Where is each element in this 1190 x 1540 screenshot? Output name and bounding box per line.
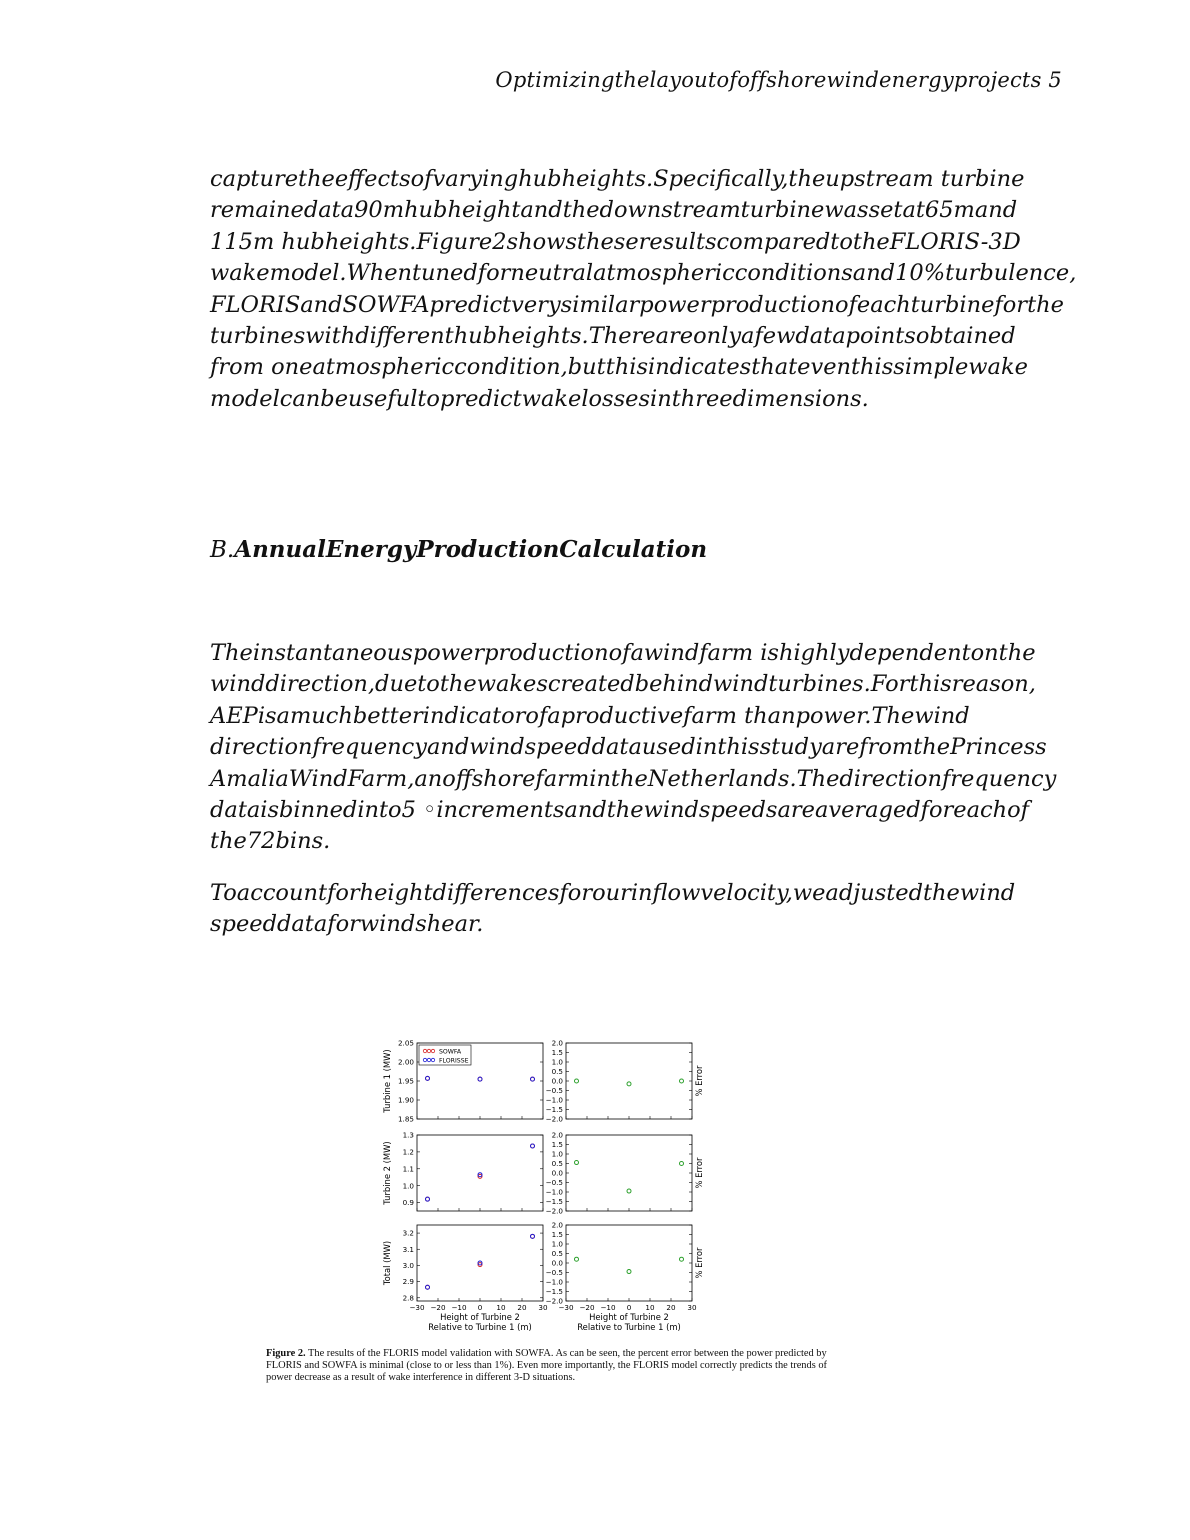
- y-tick-label: 2.00: [397, 1057, 414, 1067]
- x-axis-label: Relative to Turbine 1 (m): [428, 1322, 532, 1332]
- y-tick-label: 3.2: [402, 1228, 414, 1238]
- data-point: [627, 1270, 631, 1274]
- y-tick-label: −0.5: [545, 1086, 563, 1096]
- y-tick-label: −1.5: [545, 1287, 563, 1297]
- x-tick-label: 30: [538, 1303, 548, 1312]
- y-tick-label: 1.5: [551, 1140, 563, 1150]
- figure-plots: [370, 1032, 720, 1342]
- x-tick-label: 0: [626, 1303, 632, 1312]
- y-axis-label: % Error: [694, 1247, 704, 1279]
- x-tick-label: 0: [477, 1303, 483, 1312]
- y-tick-label: 3.1: [402, 1244, 414, 1254]
- data-point: [575, 1079, 579, 1083]
- y-tick-label: 2.9: [402, 1277, 414, 1287]
- x-tick-label: −30: [409, 1303, 425, 1312]
- y-tick-label: 2.8: [402, 1293, 414, 1303]
- y-tick-label: 1.2: [402, 1147, 414, 1157]
- y-tick-label: 0.5: [551, 1159, 563, 1169]
- x-tick-label: −10: [451, 1303, 467, 1312]
- y-tick-label: 0.0: [551, 1076, 563, 1086]
- figure-caption: [266, 1348, 834, 1384]
- section-title: AnnualEnergyProductionCalculation: [234, 536, 708, 563]
- y-tick-label: 0.5: [551, 1067, 563, 1077]
- y-tick-label: 2.0: [551, 1220, 563, 1230]
- running-head: Optimizingthelayoutofoffshorewindenergyprojects 5: [495, 68, 1062, 92]
- x-axis-label: Relative to Turbine 1 (m): [577, 1322, 681, 1332]
- section-heading: [210, 536, 707, 563]
- y-axis-label: Turbine 1 (MW): [382, 1049, 392, 1113]
- y-axis-label: Turbine 2 (MW): [382, 1141, 392, 1205]
- plot-frame: [566, 1135, 692, 1211]
- x-tick-label: 20: [517, 1303, 527, 1312]
- y-tick-label: −1.0: [545, 1277, 563, 1287]
- plot-frame: [566, 1043, 692, 1119]
- data-point: [680, 1257, 684, 1261]
- y-tick-label: −2.0: [545, 1206, 563, 1216]
- x-axis-label: Height of Turbine 2: [440, 1312, 520, 1322]
- y-tick-label: 1.0: [551, 1149, 563, 1159]
- y-tick-label: −0.5: [545, 1268, 563, 1278]
- y-tick-label: 1.3: [402, 1130, 414, 1140]
- x-tick-label: 20: [666, 1303, 676, 1312]
- x-tick-label: 10: [496, 1303, 506, 1312]
- data-point: [680, 1079, 684, 1083]
- x-tick-label: 30: [687, 1303, 697, 1312]
- data-point: [426, 1197, 430, 1201]
- y-tick-label: 1.95: [397, 1076, 414, 1086]
- y-tick-label: −1.5: [545, 1197, 563, 1207]
- y-tick-label: 2.0: [551, 1130, 563, 1140]
- plot-frame: [566, 1225, 692, 1301]
- y-tick-label: 1.5: [551, 1230, 563, 1240]
- y-tick-label: −1.0: [545, 1187, 563, 1197]
- data-point: [531, 1144, 535, 1148]
- y-tick-label: 1.1: [402, 1164, 414, 1174]
- x-tick-label: −10: [600, 1303, 616, 1312]
- data-point: [680, 1162, 684, 1166]
- data-point: [627, 1082, 631, 1086]
- y-tick-label: −1.0: [545, 1095, 563, 1105]
- data-point: [575, 1257, 579, 1261]
- data-point: [531, 1077, 535, 1081]
- y-tick-label: −0.5: [545, 1178, 563, 1188]
- y-tick-label: 0.0: [551, 1258, 563, 1268]
- legend-label: FLORISSE: [439, 1057, 469, 1065]
- y-tick-label: −2.0: [545, 1114, 563, 1124]
- x-tick-label: −20: [430, 1303, 446, 1312]
- y-axis-label: % Error: [694, 1157, 704, 1189]
- y-tick-label: 0.5: [551, 1249, 563, 1259]
- data-point: [627, 1189, 631, 1193]
- y-tick-label: 1.0: [551, 1239, 563, 1249]
- x-axis-label: Height of Turbine 2: [589, 1312, 669, 1322]
- data-point: [478, 1077, 482, 1081]
- x-tick-label: 10: [645, 1303, 655, 1312]
- x-tick-label: −30: [558, 1303, 574, 1312]
- y-tick-label: −1.5: [545, 1105, 563, 1115]
- y-tick-label: 1.0: [402, 1181, 414, 1191]
- y-tick-label: 0.9: [402, 1198, 414, 1208]
- figure: [370, 1032, 720, 1342]
- y-tick-label: 1.5: [551, 1048, 563, 1058]
- y-tick-label: −2.0: [545, 1296, 563, 1306]
- y-tick-label: 2.05: [397, 1038, 414, 1048]
- legend-label: SOWFA: [439, 1048, 462, 1056]
- caption-label: Figure 2.: [266, 1348, 306, 1359]
- data-point: [575, 1161, 579, 1165]
- y-tick-label: 0.0: [551, 1168, 563, 1178]
- y-axis-label: Total (MW): [382, 1240, 392, 1286]
- caption-text: The results of the FLORIS model validation with SOWFA. As can be seen, the percent error between the power predicted by FLORIS and SOWFA is minimal (close to or less than 1%). Even more importantly, the FLORIS model correctly predicts the trends of power decrease as a result of wake interference in different 3-D situations.: [266, 1348, 827, 1383]
- y-axis-label: % Error: [694, 1065, 704, 1097]
- section-number: B.: [210, 537, 235, 563]
- x-tick-label: −20: [579, 1303, 595, 1312]
- y-tick-label: 1.0: [551, 1057, 563, 1067]
- data-point: [531, 1234, 535, 1238]
- y-tick-label: 1.90: [397, 1095, 414, 1105]
- body-paragraph: Toaccountforheightdifferencesforourinflowvelocity,weadjustedthewind speeddataforwindshear.: [210, 880, 1016, 938]
- data-point: [426, 1285, 430, 1289]
- y-tick-label: 1.85: [397, 1114, 414, 1124]
- y-tick-label: 3.0: [402, 1261, 414, 1271]
- y-tick-label: 2.0: [551, 1038, 563, 1048]
- body-paragraph: Theinstantaneouspowerproductionofawindfarm ishighlydependentonthe winddirection,duetothewakescreatedbehindwindturbines.Forthisreason, AEPisamuchbetterindicatorofaproductivefarm thanpower.Thewind directionfrequencyandwindspeeddatausedinthisstudyarefromthePrincess AmaliaWindFarm,anoffshorefarmintheNetherlands.Thedirectionfrequency dataisbinnedinto5 ◦incrementsandthewindspeedsareaveragedforeachof the72bins.: [210, 640, 1057, 855]
- data-point: [426, 1076, 430, 1080]
- body-paragraph: capturetheeffectsofvaryinghubheights.Specifically,theupstream turbine remainedata90mhubheightandthedownstreamturbinewassetat65mand 115m hubheights.Figure2showstheseresultscomparedtotheFLORIS-3D wakemodel.Whentunedforneutralatmosphericconditionsand10%turbulence, FLORISandSOWFApredictverysimilarpowerproductionofeachturbineforthe turbineswithdifferenthubheights.Thereareonlyafewdatapointsobtained from oneatmosphericcondition,butthisindicatesthateventhissimplewake modelcanbeusefultopredictwakelossesinthreedimensions.: [210, 166, 1077, 412]
